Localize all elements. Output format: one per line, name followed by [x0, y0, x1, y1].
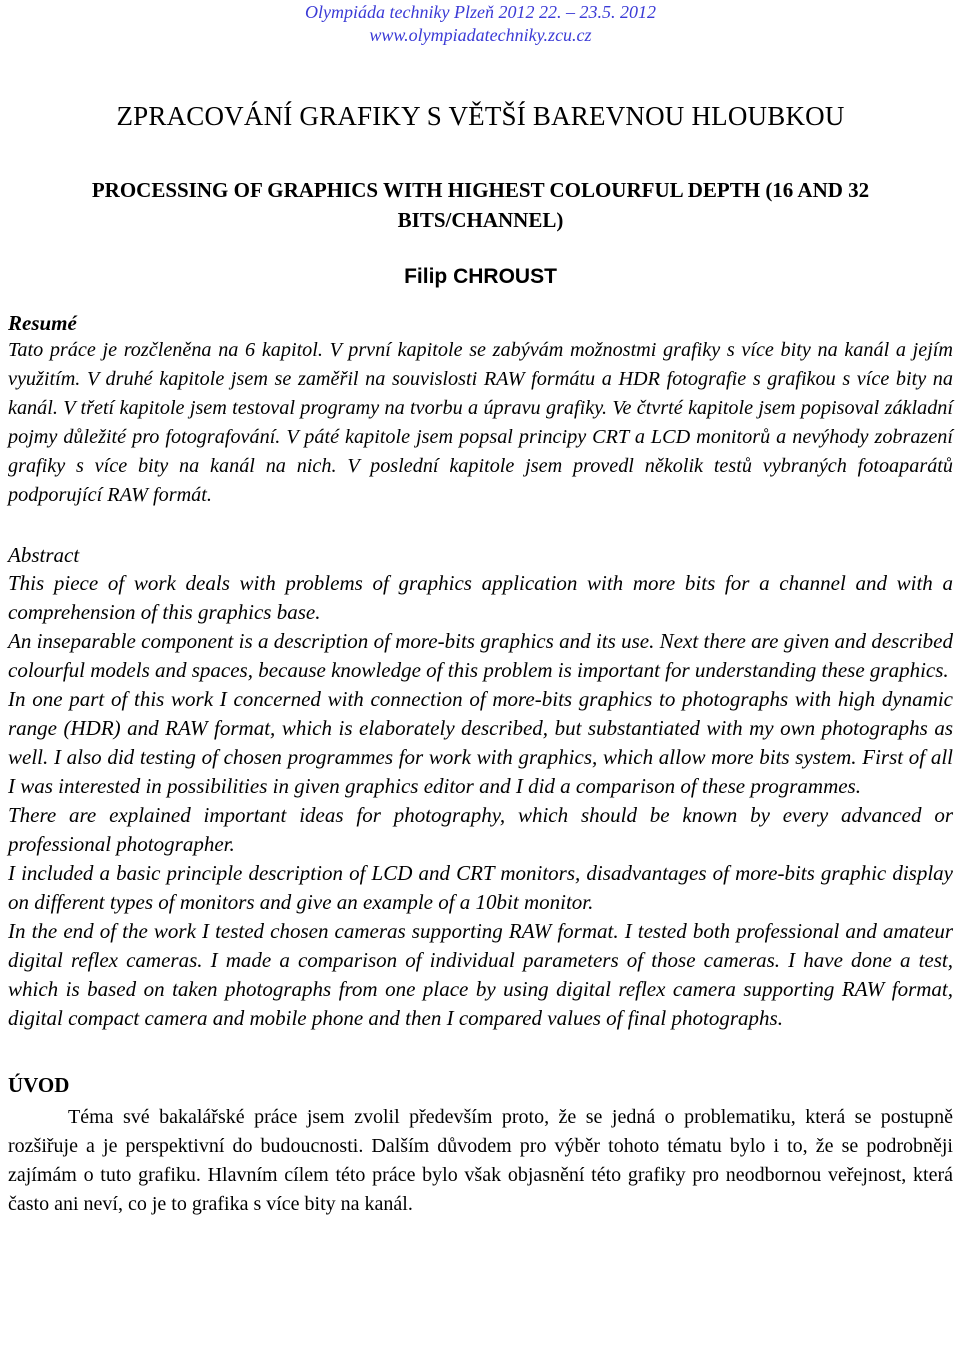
title-czech: ZPRACOVÁNÍ GRAFIKY S VĚTŠÍ BAREVNOU HLOUBKOU: [116, 101, 845, 131]
abstract-paragraph: In one part of this work I concerned with connection of more-bits graphics to photographs with high dynamic range (HDR) and RAW format, which is elaborately described, but substantiated with my own photographs as well. I also did testing of chosen programmes for work with graphics, which allow more bits system. First of all I was interested in possibilities in given graphics editor and I did a comparison of these programmes.: [8, 687, 953, 798]
event-url: www.olympiadatechniky.zcu.cz: [369, 25, 592, 45]
abstract-paragraph: This piece of work deals with problems of graphics application with more bits for a channel and with a comprehension of this graphics base.: [8, 571, 953, 624]
event-line: Olympiáda techniky Plzeň 2012 22. – 23.5. 2012: [305, 2, 656, 22]
introduction-heading: ÚVOD: [8, 1073, 70, 1097]
author-name: Filip CHROUST: [404, 265, 557, 288]
resume-heading: Resumé: [8, 311, 77, 335]
resume-text: Tato práce je rozčleněna na 6 kapitol. V první kapitole se zabývám možnostmi grafiky s více bity na kanál a jejím využitím. V druhé kapitole jsem se zaměřil na souvislosti RAW formátu a HDR fotografie s grafikou s více bity na kanál. V třetí kapitole jsem testoval programy na tvorbu a úpravu grafiky. Ve čtvrté kapitole jsem popisoval základní pojmy důležité pro fotografování. V páté kapitole jsem popsal principy CRT a LCD monitorů a nevýhody zobrazení grafiky s více bity na kanál na nich. V poslední kapitole jsem provedl několik testů vybraných fotoaparátů podporující RAW formát.: [8, 339, 953, 506]
title-english: PROCESSING OF GRAPHICS WITH HIGHEST COLOURFUL DEPTH (16 AND 32 BITS/CHANNEL): [91, 178, 870, 232]
abstract-paragraph: I included a basic principle description of LCD and CRT monitors, disadvantages of more-bits graphic display on different types of monitors and give an example of a 10bit monitor.: [8, 861, 953, 914]
introduction-text: Téma své bakalářské práce jsem zvolil především proto, že se jedná o problematiku, která se postupně rozšiřuje a je perspektivní do budoucnosti. Dalším důvodem pro výběr tohoto tématu bylo i to, že se podrobněji zajímám o tuto grafiku. Hlavním cílem této práce bylo však objasnění této grafiky pro neodbornou veřejnost, která často ani neví, co je to grafika s více bity na kanál.: [8, 1106, 953, 1215]
page-header: [8, 0, 953, 47]
abstract-paragraph: In the end of the work I tested chosen cameras supporting RAW format. I tested both professional and amateur digital reflex cameras. I made a comparison of individual parameters of those cameras. I have done a test, which is based on taken photographs from one place by using digital reflex camera supporting RAW format, digital compact camera and mobile phone and then I compared values of final photographs.: [8, 919, 953, 1030]
abstract-paragraph: An inseparable component is a description of more-bits graphics and its use. Next there are given and described colourful models and spaces, because knowledge of this problem is important for understanding these graphics.: [8, 629, 953, 682]
abstract-paragraph: There are explained important ideas for photography, which should be known by every advanced or professional photographer.: [8, 803, 953, 856]
abstract-heading: Abstract: [8, 543, 80, 567]
